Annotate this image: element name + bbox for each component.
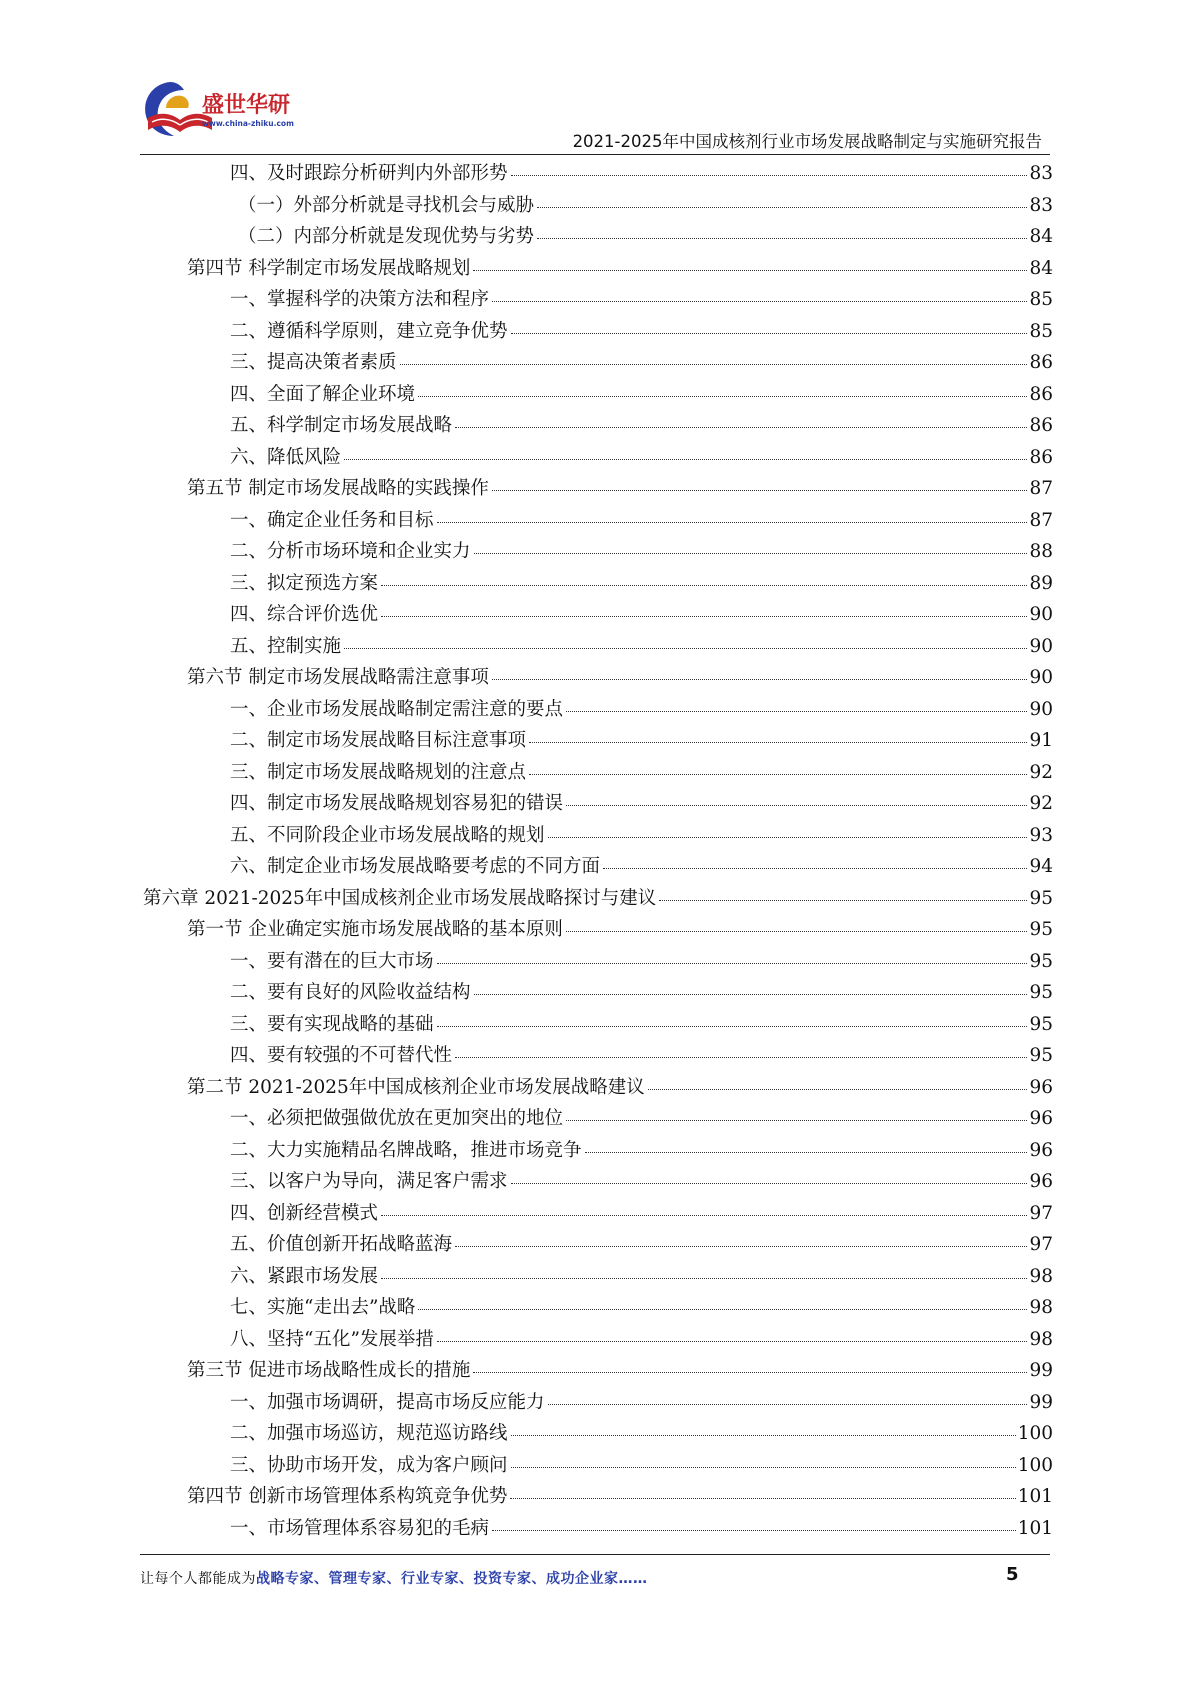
toc-leader-dots — [511, 1467, 1016, 1468]
toc-entry-page: 98 — [1029, 1265, 1053, 1287]
page-number: 5 — [1006, 1564, 1019, 1585]
toc-entry-page: 90 — [1029, 667, 1053, 688]
toc-leader-dots — [548, 837, 1028, 838]
toc-leader-dots — [381, 585, 1027, 586]
toc-entry-page: 96 — [1029, 1139, 1053, 1161]
toc-leader-dots — [492, 301, 1027, 302]
toc-entry[interactable] — [143, 1418, 1053, 1450]
report-title: 2021-2025年中国成核剂行业市场发展战略制定与实施研究报告 — [572, 132, 1042, 151]
slogan-suffix: …… — [618, 1571, 648, 1587]
toc-leader-dots — [492, 1530, 1016, 1531]
header-divider — [140, 154, 1050, 155]
toc-entry-page: 94 — [1029, 856, 1053, 877]
slogan-prefix: 让每个人都能成为 — [140, 1571, 256, 1587]
toc-entry-label: 第四节 科学制定市场发展战略规划 — [187, 257, 471, 279]
toc-leader-dots — [474, 994, 1028, 995]
toc-leader-dots — [381, 1278, 1027, 1279]
toc-entry-page: 98 — [1029, 1297, 1053, 1318]
toc-entry-label: 二、要有良好的风险收益结构 — [230, 982, 471, 1003]
toc-leader-dots — [585, 1152, 1028, 1153]
toc-entry-label: 三、协助市场开发，成为客户顾问 — [230, 1454, 508, 1476]
toc-entry-label: 四、制定市场发展战略规划容易犯的错误 — [230, 793, 564, 814]
toc-leader-dots — [529, 742, 1027, 743]
toc-entry-label: 第四节 创新市场管理体系构筑竞争优势 — [187, 1486, 508, 1507]
toc-entry[interactable] — [143, 1103, 1053, 1135]
toc-entry-page: 96 — [1029, 1171, 1053, 1192]
toc-leader-dots — [537, 207, 1027, 208]
toc-entry-page: 101 — [1017, 1517, 1053, 1539]
toc-leader-dots — [400, 364, 1028, 365]
toc-entry-label: 第五节 制定市场发展战略的实践操作 — [187, 478, 489, 499]
toc-entry-page: 87 — [1029, 478, 1053, 499]
toc-entry[interactable] — [143, 1135, 1053, 1167]
toc-entry-page: 84 — [1029, 226, 1053, 247]
toc-leader-dots — [381, 616, 1027, 617]
toc-leader-dots — [418, 396, 1027, 397]
toc-entry[interactable] — [143, 568, 1053, 600]
toc-entry-page: 85 — [1029, 320, 1053, 342]
toc-entry-page: 99 — [1029, 1360, 1053, 1381]
toc-entry[interactable] — [143, 473, 1053, 505]
toc-entry-label: 二、大力实施精品名牌战略，推进市场竞争 — [230, 1139, 582, 1161]
toc-entry[interactable] — [143, 1229, 1053, 1261]
toc-leader-dots — [511, 1183, 1028, 1184]
toc-entry-page: 93 — [1029, 824, 1053, 846]
toc-entry-label: 第二节 2021-2025年中国成核剂企业市场发展战略建议 — [187, 1076, 645, 1098]
toc-entry-page: 90 — [1029, 604, 1053, 625]
toc-entry-page: 97 — [1029, 1202, 1053, 1224]
toc-entry[interactable] — [143, 1072, 1053, 1104]
footer-slogan — [140, 1568, 648, 1588]
toc-leader-dots — [344, 459, 1027, 460]
toc-leader-dots — [473, 1372, 1027, 1373]
toc-entry-label: 三、以客户为导向，满足客户需求 — [230, 1171, 508, 1192]
toc-entry-label: 七、实施“走出去”战略 — [230, 1297, 416, 1318]
toc-entry-label: 三、要有实现战略的基础 — [230, 1013, 434, 1035]
toc-entry[interactable] — [143, 1292, 1053, 1324]
toc-entry-label: 一、要有潜在的巨大市场 — [230, 950, 434, 972]
toc-entry[interactable] — [143, 977, 1053, 1009]
toc-entry-page: 95 — [1029, 982, 1053, 1003]
toc-entry-page: 89 — [1029, 572, 1053, 594]
toc-entry[interactable] — [143, 599, 1053, 631]
toc-entry-label: 一、掌握科学的决策方法和程序 — [230, 289, 490, 310]
toc-leader-dots — [455, 1246, 1027, 1247]
toc-entry-page: 83 — [1029, 163, 1053, 184]
toc-entry-page: 90 — [1029, 635, 1053, 657]
toc-entry[interactable] — [143, 1261, 1053, 1293]
toc-entry-page: 92 — [1029, 793, 1053, 814]
toc-leader-dots — [437, 522, 1028, 523]
toc-entry-label: 三、制定市场发展战略规划的注意点 — [230, 761, 527, 783]
slogan-highlight: 战略专家、管理专家、行业专家、投资专家、成功企业家 — [256, 1571, 619, 1587]
toc-entry-page: 95 — [1029, 919, 1053, 940]
toc-entry[interactable] — [143, 1198, 1053, 1230]
toc-leader-dots — [510, 1498, 1015, 1499]
toc-leader-dots — [455, 1057, 1027, 1058]
toc-entry[interactable] — [143, 694, 1053, 726]
toc-entry[interactable] — [143, 914, 1053, 946]
toc-entry-page: 98 — [1029, 1328, 1053, 1350]
toc-entry-label: 二、制定市场发展战略目标注意事项 — [230, 730, 527, 751]
toc-entry[interactable] — [143, 1481, 1053, 1513]
toc-entry-label: 五、价值创新开拓战略蓝海 — [230, 1234, 453, 1255]
toc-entry[interactable] — [143, 946, 1053, 978]
table-of-contents — [143, 158, 1053, 1544]
toc-entry[interactable] — [143, 1009, 1053, 1041]
toc-entry[interactable] — [143, 788, 1053, 820]
toc-entry-page: 92 — [1029, 761, 1053, 783]
toc-entry[interactable] — [143, 410, 1053, 442]
toc-entry-label: 一、市场管理体系容易犯的毛病 — [230, 1517, 490, 1539]
toc-entry[interactable] — [143, 757, 1053, 789]
toc-entry-page: 101 — [1017, 1486, 1053, 1507]
toc-leader-dots — [474, 553, 1028, 554]
toc-entry-page: 86 — [1029, 383, 1053, 405]
company-logo — [140, 78, 310, 144]
toc-leader-dots — [455, 427, 1027, 428]
toc-entry-page: 95 — [1029, 950, 1053, 972]
toc-entry[interactable] — [143, 851, 1053, 883]
toc-leader-dots — [566, 1120, 1027, 1121]
toc-entry-page: 85 — [1029, 289, 1053, 310]
toc-entry[interactable] — [143, 1324, 1053, 1356]
toc-entry-page: 83 — [1029, 194, 1053, 216]
toc-entry[interactable] — [143, 820, 1053, 852]
toc-leader-dots — [566, 931, 1028, 932]
toc-entry[interactable] — [143, 631, 1053, 663]
toc-entry-label: 二、遵循科学原则，建立竞争优势 — [230, 320, 508, 342]
toc-leader-dots — [566, 805, 1027, 806]
toc-entry-page: 86 — [1029, 415, 1053, 436]
toc-leader-dots — [437, 963, 1028, 964]
toc-entry-label: 四、全面了解企业环境 — [230, 383, 416, 405]
toc-entry-page: 86 — [1029, 446, 1053, 468]
toc-entry-label: 三、提高决策者素质 — [230, 352, 397, 373]
toc-entry[interactable] — [143, 1166, 1053, 1198]
toc-entry[interactable] — [143, 190, 1053, 222]
toc-entry[interactable] — [143, 284, 1053, 316]
toc-entry-page: 95 — [1029, 887, 1053, 909]
toc-entry-label: 五、不同阶段企业市场发展战略的规划 — [230, 824, 545, 846]
toc-leader-dots — [529, 774, 1027, 775]
toc-leader-dots — [511, 1435, 1016, 1436]
toc-entry-page: 87 — [1029, 509, 1053, 531]
toc-entry-page: 84 — [1029, 257, 1053, 279]
toc-leader-dots — [511, 333, 1028, 334]
toc-leader-dots — [437, 1026, 1028, 1027]
toc-entry-label: 第三节 促进市场战略性成长的措施 — [187, 1360, 471, 1381]
toc-leader-dots — [344, 648, 1027, 649]
toc-leader-dots — [548, 1404, 1028, 1405]
toc-entry[interactable] — [143, 316, 1053, 348]
toc-leader-dots — [473, 270, 1027, 271]
toc-entry-label: 二、分析市场环境和企业实力 — [230, 541, 471, 562]
toc-entry[interactable] — [143, 536, 1053, 568]
toc-entry[interactable] — [143, 442, 1053, 474]
footer-divider — [140, 1554, 1050, 1555]
toc-entry[interactable] — [143, 253, 1053, 285]
toc-leader-dots — [648, 1089, 1028, 1090]
toc-leader-dots — [492, 679, 1028, 680]
toc-entry-label: 一、加强市场调研，提高市场反应能力 — [230, 1391, 545, 1413]
page-header — [140, 78, 1050, 160]
toc-entry-label: 四、创新经营模式 — [230, 1202, 379, 1224]
toc-entry[interactable] — [143, 347, 1053, 379]
toc-leader-dots — [566, 711, 1027, 712]
toc-leader-dots — [537, 238, 1027, 239]
toc-entry-page: 100 — [1017, 1454, 1053, 1476]
toc-entry[interactable] — [143, 379, 1053, 411]
toc-leader-dots — [381, 1215, 1027, 1216]
toc-entry-label: （一）外部分析就是寻找机会与威胁 — [238, 194, 535, 216]
toc-entry-page: 95 — [1029, 1013, 1053, 1035]
toc-entry-page: 96 — [1029, 1076, 1053, 1098]
toc-entry-label: 第六节 制定市场发展战略需注意事项 — [187, 667, 489, 688]
toc-entry-label: 一、确定企业任务和目标 — [230, 509, 434, 531]
toc-entry-label: 六、制定企业市场发展战略要考虑的不同方面 — [230, 856, 601, 877]
toc-entry[interactable] — [143, 1040, 1053, 1072]
toc-entry[interactable] — [143, 1450, 1053, 1482]
toc-leader-dots — [603, 868, 1027, 869]
toc-entry-label: 六、紧跟市场发展 — [230, 1265, 379, 1287]
toc-leader-dots — [511, 175, 1028, 176]
toc-leader-dots — [418, 1309, 1027, 1310]
toc-entry[interactable] — [143, 725, 1053, 757]
toc-entry[interactable] — [143, 505, 1053, 537]
toc-entry[interactable] — [143, 1355, 1053, 1387]
toc-entry-label: 四、及时跟踪分析研判内外部形势 — [230, 163, 508, 184]
logo-name: 盛世华研 — [202, 93, 291, 118]
toc-entry-page: 97 — [1029, 1234, 1053, 1255]
toc-entry[interactable] — [143, 221, 1053, 253]
toc-leader-dots — [492, 490, 1028, 491]
toc-entry-label: 第一节 企业确定实施市场发展战略的基本原则 — [187, 919, 563, 940]
toc-leader-dots — [659, 900, 1027, 901]
toc-entry-label: （二）内部分析就是发现优势与劣势 — [238, 226, 535, 247]
toc-entry-label: 一、企业市场发展战略制定需注意的要点 — [230, 698, 564, 720]
toc-entry[interactable] — [143, 1387, 1053, 1419]
toc-entry-label: 四、要有较强的不可替代性 — [230, 1045, 453, 1066]
toc-entry[interactable] — [143, 883, 1053, 915]
toc-entry[interactable] — [143, 158, 1053, 190]
toc-entry-page: 91 — [1029, 730, 1053, 751]
toc-entry-page: 99 — [1029, 1391, 1053, 1413]
toc-entry[interactable] — [143, 662, 1053, 694]
toc-entry-label: 第六章 2021-2025年中国成核剂企业市场发展战略探讨与建议 — [143, 887, 657, 909]
toc-entry-label: 四、综合评价选优 — [230, 604, 379, 625]
toc-leader-dots — [437, 1341, 1028, 1342]
toc-entry-label: 六、降低风险 — [230, 446, 342, 468]
logo-sun-icon — [166, 96, 189, 108]
toc-entry[interactable] — [143, 1513, 1053, 1545]
toc-entry-label: 二、加强市场巡访，规范巡访路线 — [230, 1423, 508, 1444]
toc-entry-label: 五、控制实施 — [230, 635, 342, 657]
toc-entry-page: 100 — [1017, 1423, 1053, 1444]
toc-entry-page: 86 — [1029, 352, 1053, 373]
toc-entry-label: 八、坚持“五化”发展举措 — [230, 1328, 434, 1350]
logo-url: www.china-zhiku.com — [202, 119, 294, 128]
toc-entry-page: 90 — [1029, 698, 1053, 720]
toc-entry-page: 96 — [1029, 1108, 1053, 1129]
toc-entry-label: 五、科学制定市场发展战略 — [230, 415, 453, 436]
toc-entry-label: 一、必须把做强做优放在更加突出的地位 — [230, 1108, 564, 1129]
toc-entry-page: 95 — [1029, 1045, 1053, 1066]
toc-entry-label: 三、拟定预选方案 — [230, 572, 379, 594]
toc-entry-page: 88 — [1029, 541, 1053, 562]
